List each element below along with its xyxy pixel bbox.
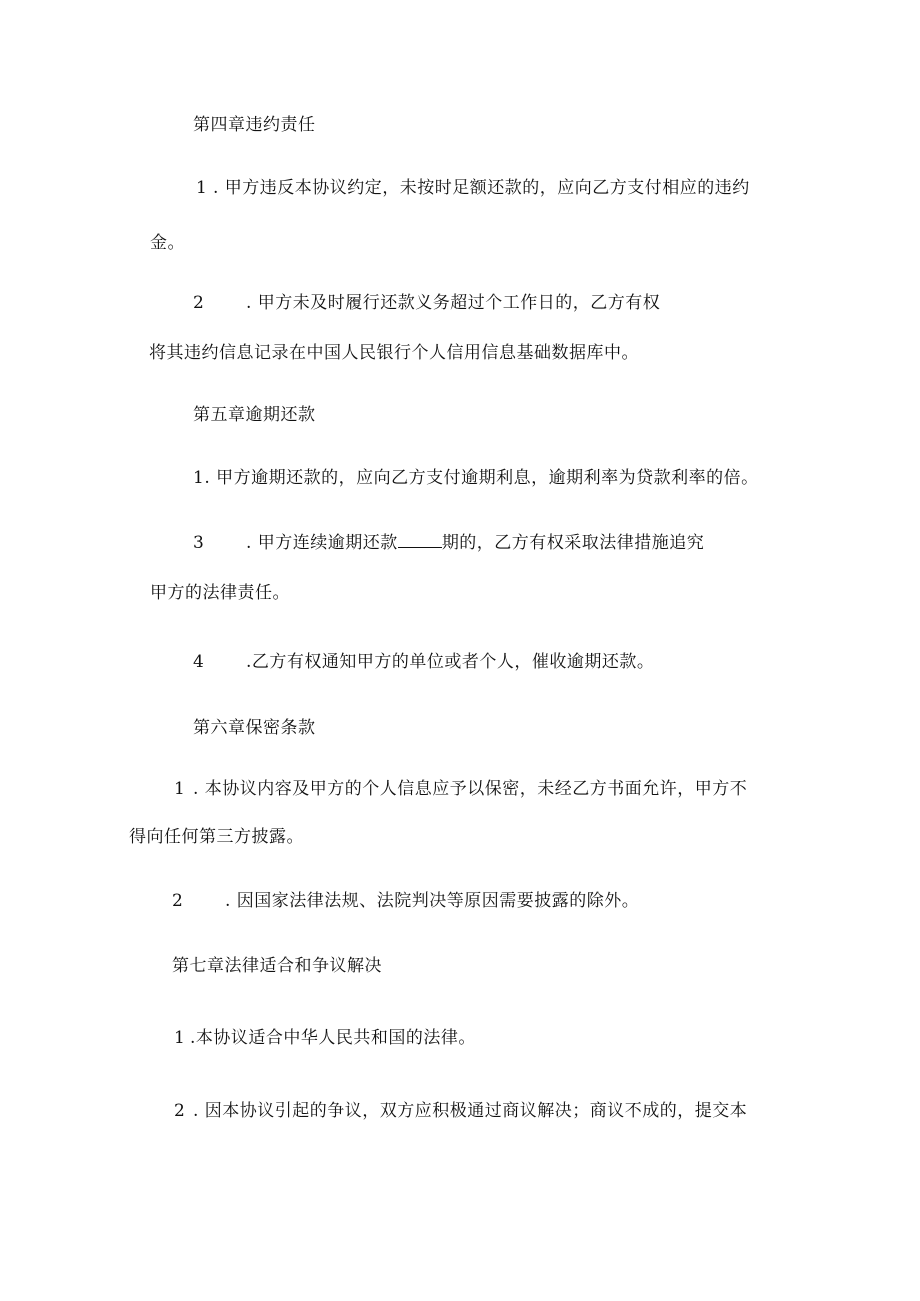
chapter4-item1-number: 1 [196, 178, 207, 198]
chapter6-item2-number: 2 [172, 891, 183, 911]
chapter6-item1-line1: . 本协议内容及甲方的个人信息应予以保密，未经乙方书面允许，甲方不 [193, 779, 748, 799]
chapter5-item3-number: 3 [193, 533, 204, 553]
chapter5-item3-line1-end: 期的，乙方有权采取法律措施追究 [441, 533, 705, 553]
chapter7-heading: 第七章法律适合和争议解决 [172, 956, 382, 976]
chapter5-item3-line2: 甲方的法律责任。 [150, 583, 290, 603]
chapter6-item1-number: 1 [174, 779, 185, 799]
blank-fill-line [398, 533, 442, 548]
chapter6-item1-line2: 得向任何第三方披露。 [129, 827, 304, 847]
chapter7-item1: .本协议适合中华人民共和国的法律。 [190, 1028, 476, 1048]
chapter5-heading: 第五章逾期还款 [193, 405, 316, 425]
chapter4-item2-line2: 将其违约信息记录在中国人民银行个人信用信息基础数据库中。 [149, 343, 639, 363]
chapter6-item2: . 因国家法律法规、法院判决等原因需要披露的除外。 [225, 891, 640, 911]
chapter5-item3-line1 [246, 532, 704, 554]
chapter7-item2: . 因本协议引起的争议，双方应积极通过商议解决；商议不成的，提交本 [193, 1101, 748, 1121]
chapter7-item1-number: 1 [174, 1028, 185, 1048]
chapter6-heading: 第六章保密条款 [193, 718, 316, 738]
chapter5-item4: .乙方有权通知甲方的单位或者个人，催收逾期还款。 [246, 652, 655, 672]
chapter4-heading: 第四章违约责任 [193, 115, 316, 135]
chapter5-item3-line1-start: . 甲方连续逾期还款 [246, 533, 398, 553]
chapter4-item2-line1: . 甲方未及时履行还款义务超过个工作日的，乙方有权 [246, 293, 661, 313]
chapter5-item1: 1. 甲方逾期还款的，应向乙方支付逾期利息，逾期利率为贷款利率的倍。 [193, 468, 759, 488]
chapter5-item4-number: 4 [193, 652, 204, 672]
chapter7-item2-number: 2 [174, 1101, 185, 1121]
chapter4-item1-line2: 金。 [150, 233, 185, 253]
chapter4-item2-number: 2 [193, 293, 204, 313]
chapter4-item1-line1: . 甲方违反本协议约定，未按时足额还款的，应向乙方支付相应的违约 [213, 178, 750, 198]
